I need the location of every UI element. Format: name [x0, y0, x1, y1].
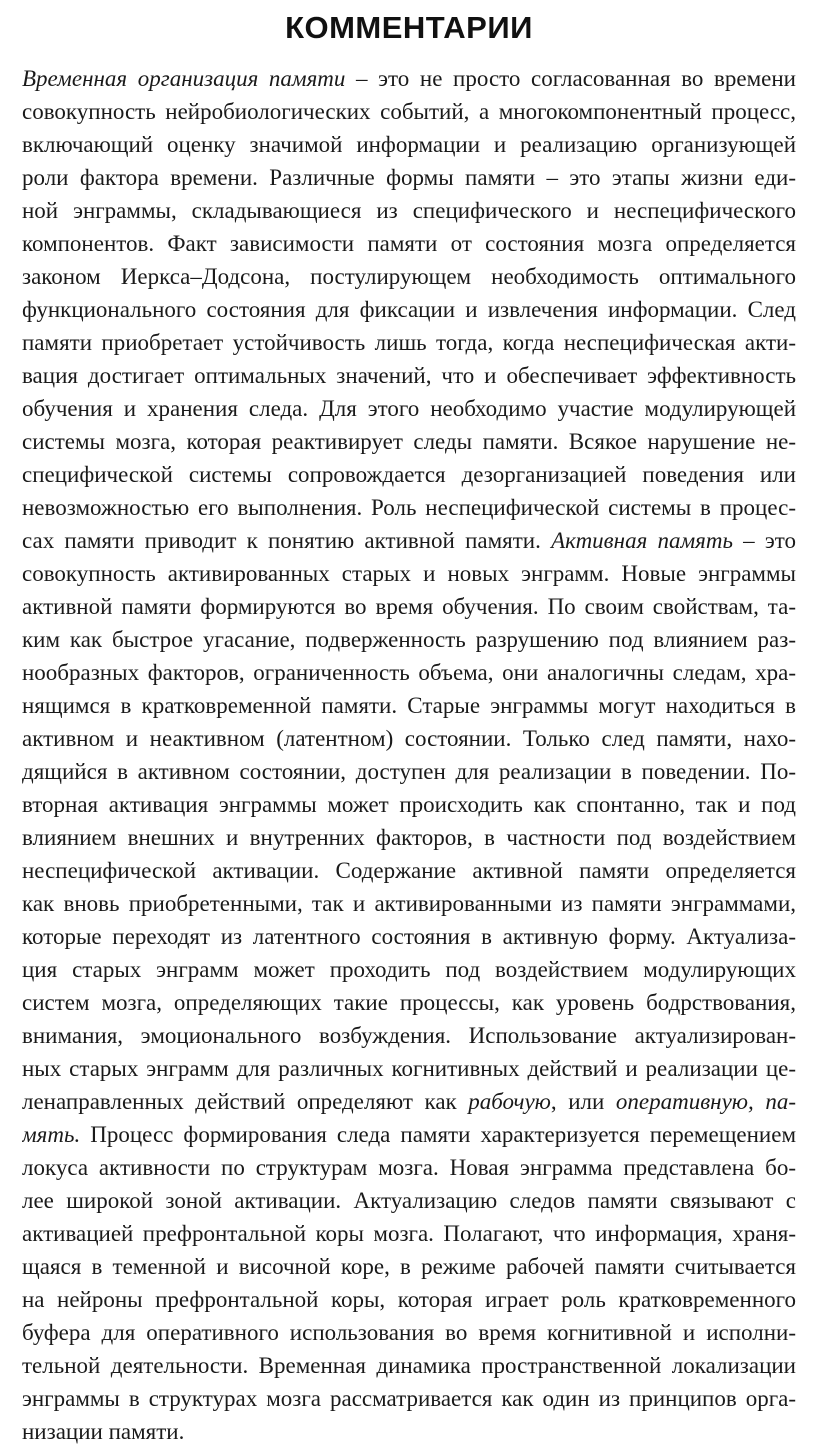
text-line — [22, 953, 796, 986]
text-line — [22, 1019, 796, 1052]
text-line — [22, 1349, 796, 1382]
text-line — [22, 1052, 796, 1085]
text-run: щаяся в теменной и височной коре, в режиме рабочей памяти считывается — [22, 1254, 796, 1279]
text-line — [22, 1118, 796, 1151]
text-line — [22, 260, 796, 293]
text-line — [22, 458, 796, 491]
text-line — [22, 1151, 796, 1184]
text-line — [22, 326, 796, 359]
text-line — [22, 293, 796, 326]
text-run: локуса активности по структурам мозга. Новая энграмма представлена бо- — [22, 1155, 796, 1180]
text-line — [22, 986, 796, 1019]
text-line — [22, 1085, 796, 1118]
text-line — [22, 1250, 796, 1283]
text-line — [22, 1316, 796, 1349]
text-line — [22, 1184, 796, 1217]
text-line — [22, 227, 796, 260]
text-run: ной энграммы, складывающиеся из специфического и неспецифического — [22, 198, 796, 223]
text-run: ция старых энграмм может проходить под воздействием модулирующих — [22, 957, 796, 982]
text-run: включающий оценку значимой информации и реализацию организующей — [22, 132, 796, 157]
text-run: тельной деятельности. Временная динамика пространственной локализации — [22, 1353, 796, 1378]
text-run: совокупность нейробиологических событий, а многокомпонентный процесс, — [22, 99, 796, 124]
italic-term: мять. — [22, 1122, 81, 1147]
text-run: компонентов. Факт зависимости памяти от состояния мозга определяется — [22, 231, 796, 256]
text-line — [22, 854, 796, 887]
text-line — [22, 524, 796, 557]
body-paragraph — [22, 62, 796, 1448]
text-run: систем мозга, определяющих такие процессы, как уровень бодрствования, — [22, 990, 796, 1015]
text-run: активном и неактивном (латентном) состоянии. Только след памяти, нахо- — [22, 726, 796, 751]
text-line — [22, 128, 796, 161]
text-line — [22, 491, 796, 524]
text-line — [22, 656, 796, 689]
text-run: совокупность активированных старых и новых энграмм. Новые энграммы — [22, 561, 796, 586]
text-run: на нейроны префронтальной коры, которая играет роль кратковременного — [22, 1287, 796, 1312]
text-line — [22, 161, 796, 194]
text-run: обучения и хранения следа. Для этого необходимо участие модулирующей — [22, 396, 796, 421]
text-run: ных старых энграмм для различных когнитивных действий и реализации це- — [22, 1056, 796, 1081]
text-run: которые переходят из латентного состояния в активную форму. Актуализа- — [22, 924, 796, 949]
text-line — [22, 95, 796, 128]
text-line — [22, 755, 796, 788]
text-run: специфической системы сопровождается дезорганизацией поведения или — [22, 462, 796, 487]
text-run: активной памяти формируются во время обучения. По своим свойствам, та- — [22, 594, 796, 619]
text-line — [22, 359, 796, 392]
text-run: ким как быстрое угасание, подверженность разрушению под влиянием раз- — [22, 627, 796, 652]
text-run: Процесс формирования следа памяти характеризуется перемещением — [80, 1122, 796, 1147]
text-run: , или — [550, 1089, 616, 1114]
text-line — [22, 689, 796, 722]
text-run: роли фактора времени. Различные формы памяти – это этапы жизни еди- — [22, 165, 796, 190]
text-run: системы мозга, которая реактивирует следы памяти. Всякое нарушение не- — [22, 429, 796, 454]
text-run: энграммы в структурах мозга рассматривается как один из принципов орга- — [22, 1386, 796, 1411]
text-run: законом Иеркса–Додсона, постулирующем необходимость оптимального — [22, 264, 796, 289]
text-run: невозможностью его выполнения. Роль неспецифической системы в процес- — [22, 495, 796, 520]
text-run: неспецифической активации. Содержание активной памяти определяется — [22, 858, 796, 883]
text-run: как вновь приобретенными, так и активированными из памяти энграммами, — [22, 891, 796, 916]
text-run: вация достигает оптимальных значений, что и обеспечивает эффективность — [22, 363, 796, 388]
text-run: нящимся в кратковременной памяти. Старые энграммы могут находиться в — [22, 693, 796, 718]
text-line — [22, 623, 796, 656]
text-line — [22, 392, 796, 425]
text-line — [22, 1415, 796, 1448]
text-run: ленаправленных действий определяют как — [22, 1089, 469, 1114]
text-run: – это — [732, 528, 796, 553]
text-line — [22, 62, 796, 95]
text-line — [22, 1217, 796, 1250]
text-run: памяти приобретает устойчивость лишь тогда, когда неспецифическая акти- — [22, 330, 796, 355]
text-line — [22, 887, 796, 920]
text-run: – это не просто согласованная во времени — [345, 66, 796, 91]
text-run: сах памяти приводит к понятию активной памяти. — [22, 528, 552, 553]
italic-term: оперативную, па- — [615, 1089, 796, 1114]
page-title: КОММЕНТАРИИ — [285, 10, 533, 45]
text-line — [22, 194, 796, 227]
text-line — [22, 821, 796, 854]
text-line — [22, 425, 796, 458]
text-line — [22, 1283, 796, 1316]
text-line — [22, 788, 796, 821]
italic-term: Активная память — [551, 528, 733, 553]
text-line — [22, 557, 796, 590]
italic-term: рабочую — [468, 1089, 551, 1114]
text-run: дящийся в активном состоянии, доступен для реализации в поведении. По- — [22, 759, 796, 784]
text-line — [22, 590, 796, 623]
text-run: внимания, эмоционального возбуждения. Использование актуализирован- — [22, 1023, 796, 1048]
text-run: влиянием внешних и внутренних факторов, в частности под воздействием — [22, 825, 796, 850]
text-run: низации памяти. — [22, 1419, 185, 1444]
text-run: вторная активация энграммы может происходить как спонтанно, так и под — [22, 792, 796, 817]
text-run: буфера для оперативного использования во время когнитивной и исполни- — [22, 1320, 796, 1345]
text-run: активацией префронтальной коры мозга. Полагают, что информация, храня- — [22, 1221, 796, 1246]
text-run: лее широкой зоной активации. Актуализацию следов памяти связывают с — [22, 1188, 796, 1213]
italic-term: Временная организация памяти — [22, 66, 346, 91]
text-run: нообразных факторов, ограниченность объема, они аналогичны следам, хра- — [22, 660, 796, 685]
text-run: функционального состояния для фиксации и извлечения информации. След — [22, 297, 796, 322]
text-line — [22, 920, 796, 953]
text-line — [22, 1382, 796, 1415]
text-line — [22, 722, 796, 755]
